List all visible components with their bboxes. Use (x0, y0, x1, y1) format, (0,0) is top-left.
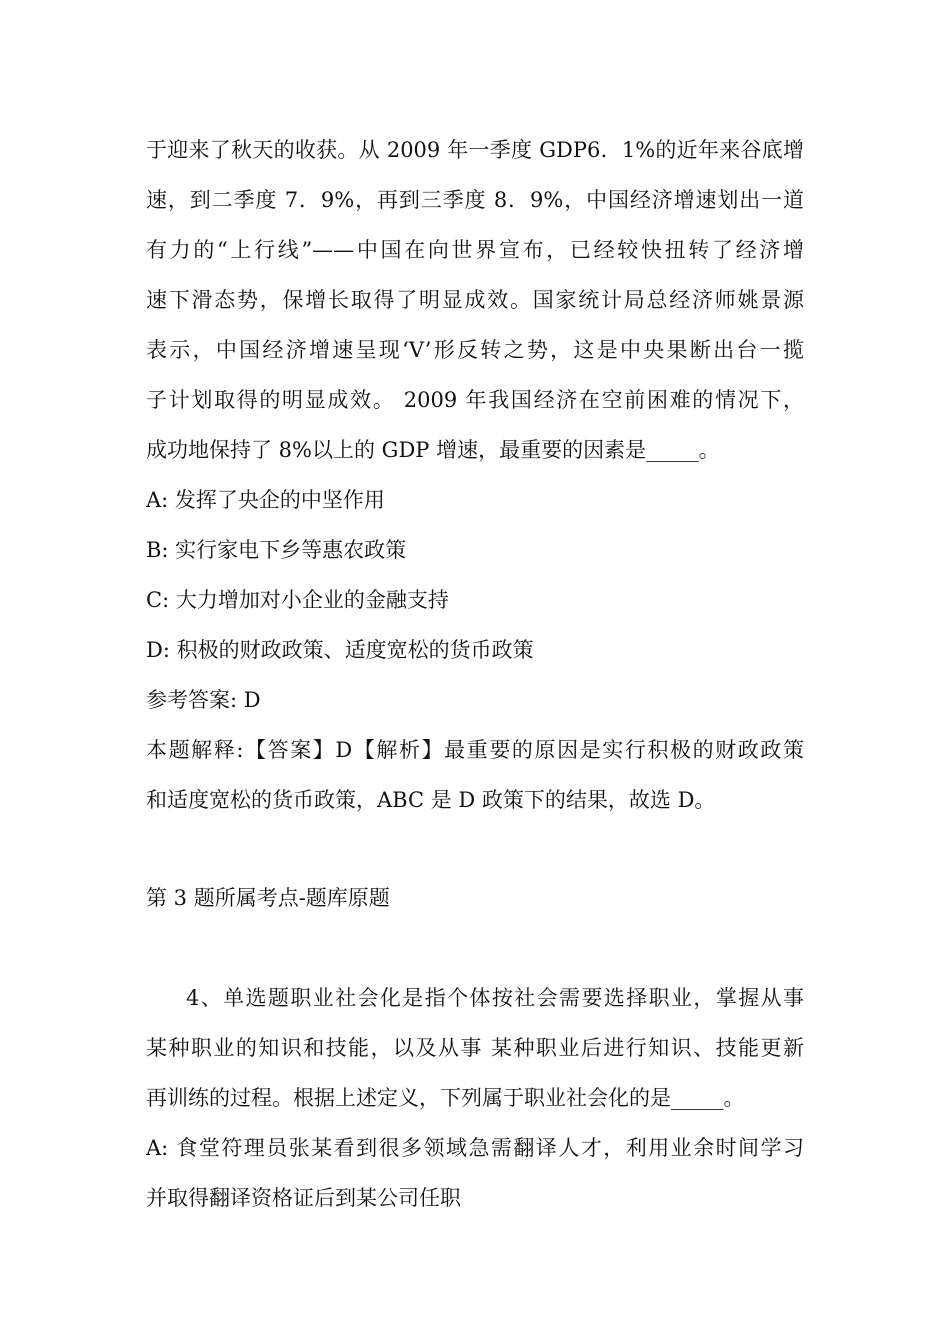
question-4-line-3: 再训练的过程。根据上述定义，下列属于职业社会化的是_____。 (146, 1086, 745, 1110)
explanation-line-1: 本题解释:【答案】D【解析】最重要的原因是实行积极的财政政策 (146, 738, 804, 762)
question-4-line-1: 4、单选题职业社会化是指个体按社会需要选择职业，掌握从事 (186, 986, 804, 1010)
passage-line-5: 表示，中国经济增速呈现‘V’形反转之势，这是中央果断出台一揽 (146, 338, 804, 362)
option-b: B: 实行家电下乡等惠农政策 (146, 538, 407, 562)
passage-line-7: 成功地保持了 8%以上的 GDP 增速，最重要的因素是_____。 (146, 438, 720, 462)
passage-line-3: 有力的“上行线”——中国在向世界宣布，已经较快扭转了经济增 (146, 238, 804, 262)
passage-line-2: 速，到二季度 7．9%，再到三季度 8．9%，中国经济增速划出一道 (146, 188, 804, 212)
passage-line-1: 于迎来了秋天的收获。从 2009 年一季度 GDP6．1%的近年来谷底增 (146, 138, 804, 162)
option-d: D: 积极的财政政策、适度宽松的货币政策 (146, 638, 534, 662)
question-4-line-2: 某种职业的知识和技能，以及从事 某种职业后进行知识、技能更新 (146, 1036, 804, 1060)
passage-line-6: 子计划取得的明显成效。 2009 年我国经济在空前困难的情况下， (146, 388, 804, 412)
passage-line-4: 速下滑态势，保增长取得了明显成效。国家统计局总经济师姚景源 (146, 288, 804, 312)
question-4-option-a-line-1: A: 食堂符理员张某看到很多领域急需翻译人才，利用业余时间学习 (146, 1136, 804, 1160)
reference-answer: 参考答案: D (146, 688, 261, 712)
option-c: C: 大力增加对小企业的金融支持 (146, 588, 449, 612)
question-4-option-a-line-2: 并取得翻译资格证后到某公司任职 (146, 1186, 461, 1210)
topic-label: 第 3 题所属考点-题库原题 (146, 886, 390, 910)
option-a: A: 发挥了央企的中坚作用 (146, 488, 385, 512)
explanation-line-2: 和适度宽松的货币政策，ABC 是 D 政策下的结果，故选 D。 (146, 788, 716, 812)
